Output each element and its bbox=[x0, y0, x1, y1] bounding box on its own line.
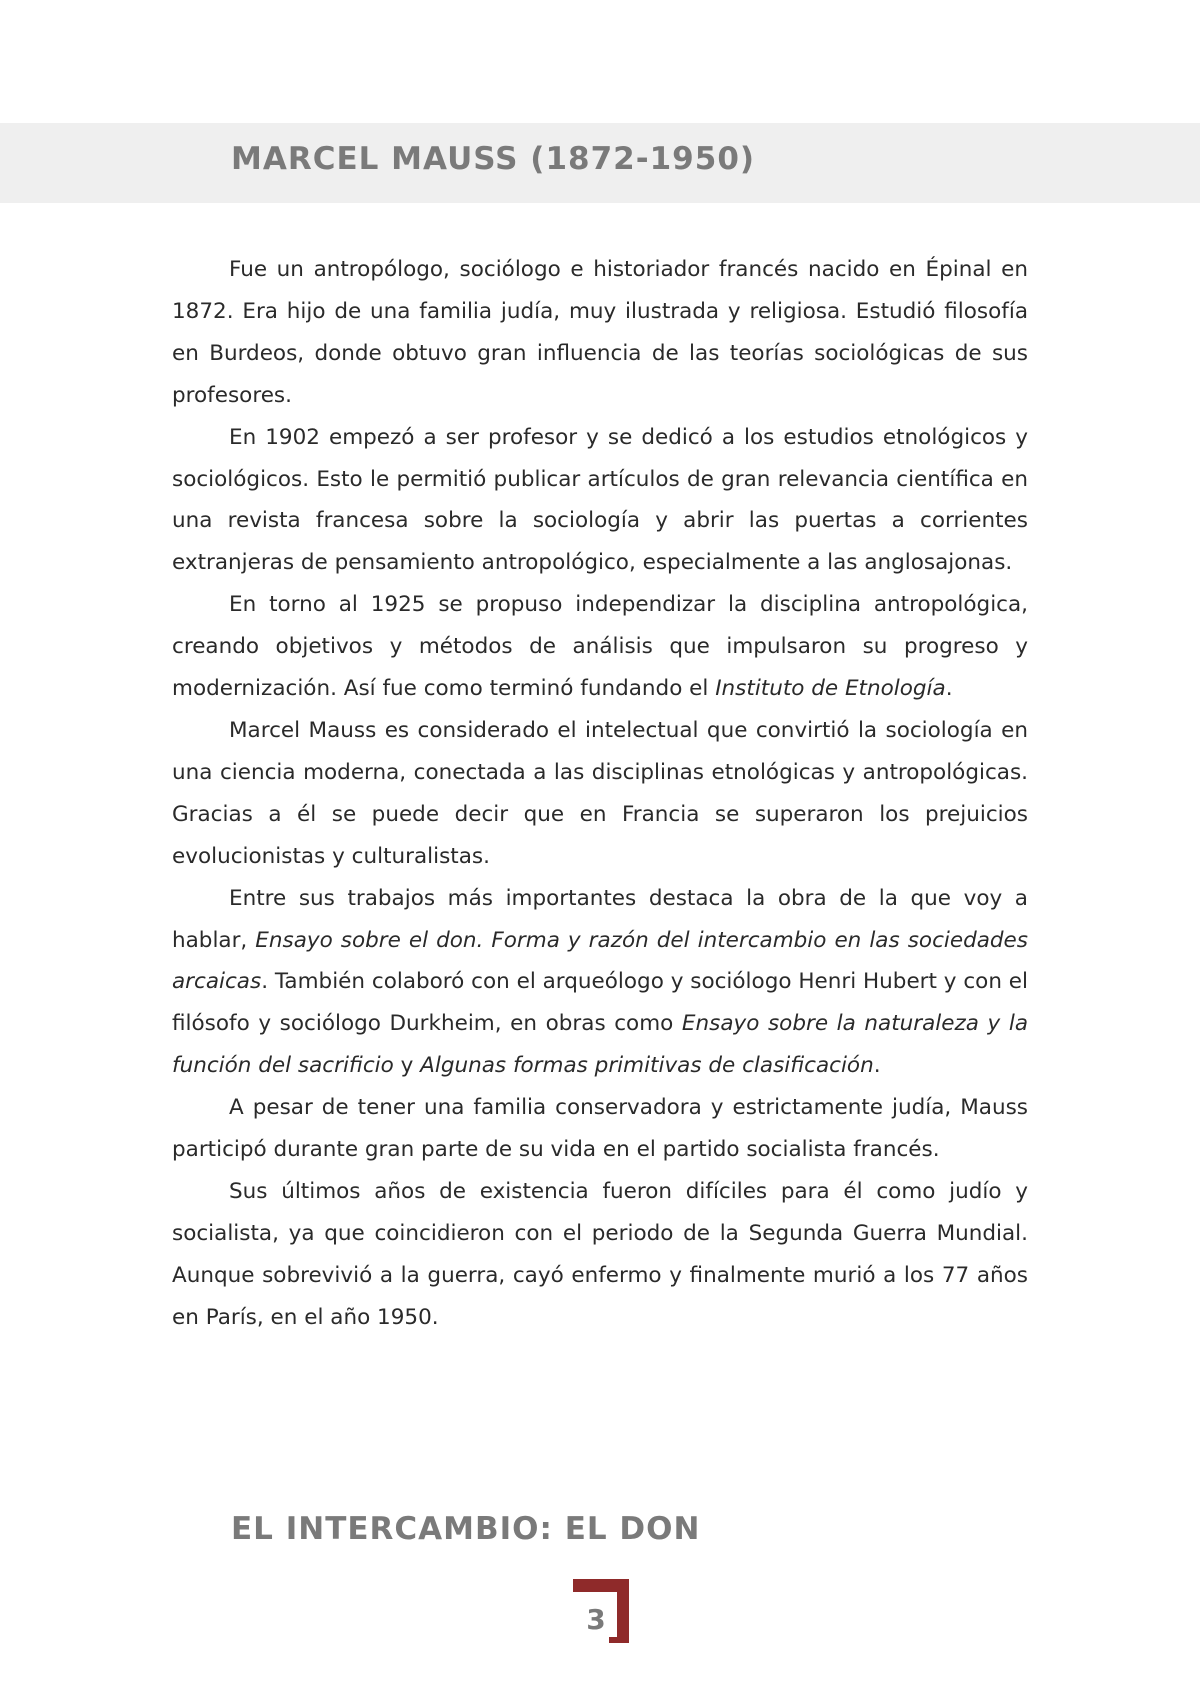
page-number: 3 bbox=[586, 1603, 606, 1636]
section-title-el-intercambio: EL INTERCAMBIO: EL DON bbox=[231, 1511, 701, 1547]
page-number-frame-bottom bbox=[609, 1637, 629, 1643]
paragraph-3-text-b: . bbox=[945, 676, 953, 702]
paragraph-1: Fue un antropólogo, sociólogo e historiador francés nacido en Épinal en 1872. Era hijo de una familia judía, muy ilustrada y religiosa. Estudió filosofía en Burdeos, donde obtuvo gran influencia de las teorías sociológicas de sus profesores. bbox=[172, 257, 1028, 408]
paragraph-2: En 1902 empezó a ser profesor y se dedicó a los estudios etnológicos y sociológicos. Esto le permitió publicar artículos de gran relevancia científica en una revista francesa sobre la sociología y abrir las puertas a corrientes extranjeras de pensamiento antropológico, especialmente a las anglosajonas. bbox=[172, 424, 1028, 576]
paragraph-5-italic-formas-primitivas: Algunas formas primitivas de clasificación bbox=[420, 1053, 874, 1079]
paragraph-4: Marcel Mauss es considerado el intelectual que convirtió la sociología en una ciencia moderna, conectada a las disciplinas etnológicas y antropológicas. Gracias a él se puede decir que en Francia se superaron los prejuicios evolucionistas y culturalistas. bbox=[172, 717, 1028, 869]
page-number-badge bbox=[573, 1579, 629, 1643]
page-number-frame-right bbox=[617, 1579, 629, 1643]
paragraph-3-italic-instituto: Instituto de Etnología bbox=[715, 676, 946, 702]
paragraph-7: Sus últimos años de existencia fueron difíciles para él como judío y socialista, ya que coincidieron con el periodo de la Segunda Guerra Mundial. Aunque sobrevivió a la guerra, cayó enfermo y finalmente murió a los 77 años en París, en el año 1950. bbox=[172, 1178, 1028, 1330]
paragraph-3 bbox=[172, 584, 1028, 710]
paragraph-6: A pesar de tener una familia conservadora y estrictamente judía, Mauss participó durante gran parte de su vida en el partido socialista francés. bbox=[172, 1095, 1028, 1163]
paragraph-5-italic-ensayo-sacrificio: Ensayo sobre la naturaleza y la función del sacrificio bbox=[172, 1011, 1028, 1079]
body-text bbox=[172, 249, 1028, 1339]
section-title-marcel-mauss: MARCEL MAUSS (1872-1950) bbox=[231, 141, 756, 177]
paragraph-5-italic-ensayo-don: Ensayo sobre el don. Forma y razón del intercambio en las sociedades arcaicas bbox=[172, 927, 1028, 995]
paragraph-5-text-b: . También colaboró con el arqueólogo y sociólogo Henri Hubert y con el filósofo y sociólogo Durkheim, en obras como bbox=[172, 969, 1028, 1037]
paragraph-3-text-a: En torno al 1925 se propuso independizar la disciplina antropológica, creando objetivos y métodos de análisis que impulsaron su progreso y modernización. Así fue como terminó fundando el bbox=[172, 592, 1028, 702]
paragraph-5-text-c: y bbox=[393, 1053, 421, 1079]
paragraph-5 bbox=[172, 878, 1028, 1088]
paragraph-5-text-d: . bbox=[873, 1053, 881, 1079]
paragraph-5-text-a: Entre sus trabajos más importantes destaca la obra de la que voy a hablar, bbox=[172, 885, 1028, 953]
